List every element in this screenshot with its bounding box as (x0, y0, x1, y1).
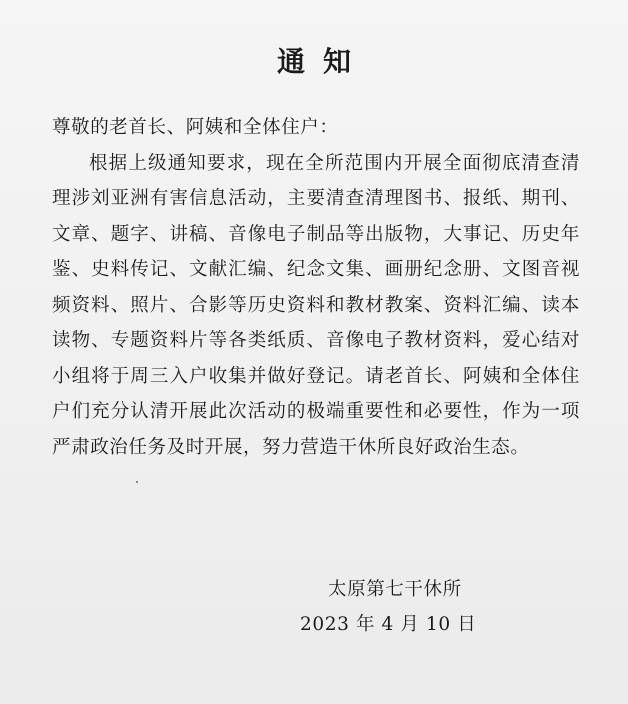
issuing-organization: 太原第七干休所 (328, 579, 462, 600)
notice-paragraph: 根据上级通知要求，现在全所范围内开展全面彻底清查清理涉刘亚洲有害信息活动，主要清查清理图书、报纸、期刊、文章、题字、讲稿、音像电子制品等出版物，大事记、历史年鉴、史料传记、文献汇编、纪念文集、画册纪念册、文图音视频资料、照片、合影等历史资料和教材教案、资料汇编、读本读物、专题资料片等各类纸质、音像电子教材资料，爱心结对小组将于周三入户收集并做好登记。请老首长、阿姨和全体住户们充分认清开展此次活动的极端重要性和必要性，作为一项严肃政治任务及时开展，努力营造干休所良好政治生态。 (52, 152, 580, 458)
notice-body (52, 110, 580, 465)
salutation: 尊敬的老首长、阿姨和全体住户： (52, 117, 339, 138)
paper-speck (136, 481, 138, 483)
signature-block (300, 572, 530, 642)
issue-date: 2023 年 4 月 10 日 (300, 614, 477, 635)
notice-title: 通知 (276, 45, 369, 78)
